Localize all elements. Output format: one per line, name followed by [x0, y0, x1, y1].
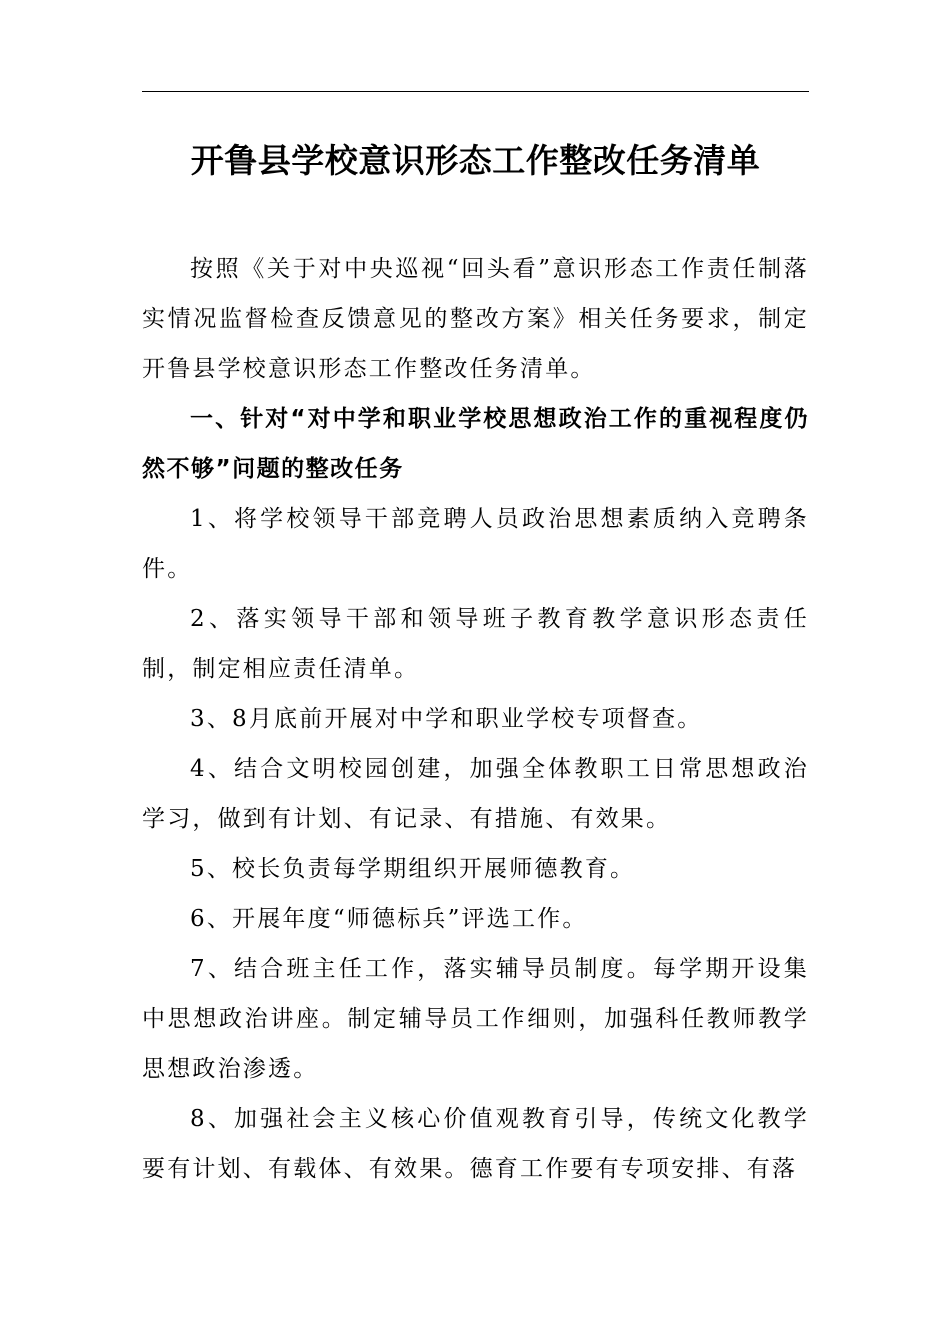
list-item: 1、将学校领导干部竞聘人员政治思想素质纳入竞聘条件。	[142, 506, 809, 582]
header-rule	[142, 91, 809, 92]
section-heading: 一、针对“对中学和职业学校思想政治工作的重视程度仍然不够”问题的整改任务	[142, 406, 809, 482]
document-title: 开鲁县学校意识形态工作整改任务清单	[190, 141, 761, 180]
list-item: 2、落实领导干部和领导班子教育教学意识形态责任制，制定相应责任清单。	[142, 606, 809, 682]
list-item: 5、校长负责每学期组织开展师德教育。	[190, 856, 636, 882]
list-item: 6、开展年度“师德标兵”评选工作。	[190, 906, 588, 932]
list-item: 4、结合文明校园创建，加强全体教职工日常思想政治学习，做到有计划、有记录、有措施、有效果。	[142, 756, 809, 832]
list-item: 3、8月底前开展对中学和职业学校专项督查。	[190, 706, 703, 732]
list-item: 7、结合班主任工作，落实辅导员制度。每学期开设集中思想政治讲座。制定辅导员工作细则，加强科任教师教学思想政治渗透。	[142, 956, 809, 1082]
document-body	[142, 244, 809, 1194]
intro-paragraph: 按照《关于对中央巡视“回头看”意识形态工作责任制落实情况监督检查反馈意见的整改方案》相关任务要求，制定开鲁县学校意识形态工作整改任务清单。	[142, 256, 809, 382]
list-item: 8、加强社会主义核心价值观教育引导，传统文化教学要有计划、有载体、有效果。德育工作要有专项安排、有落	[142, 1106, 809, 1182]
